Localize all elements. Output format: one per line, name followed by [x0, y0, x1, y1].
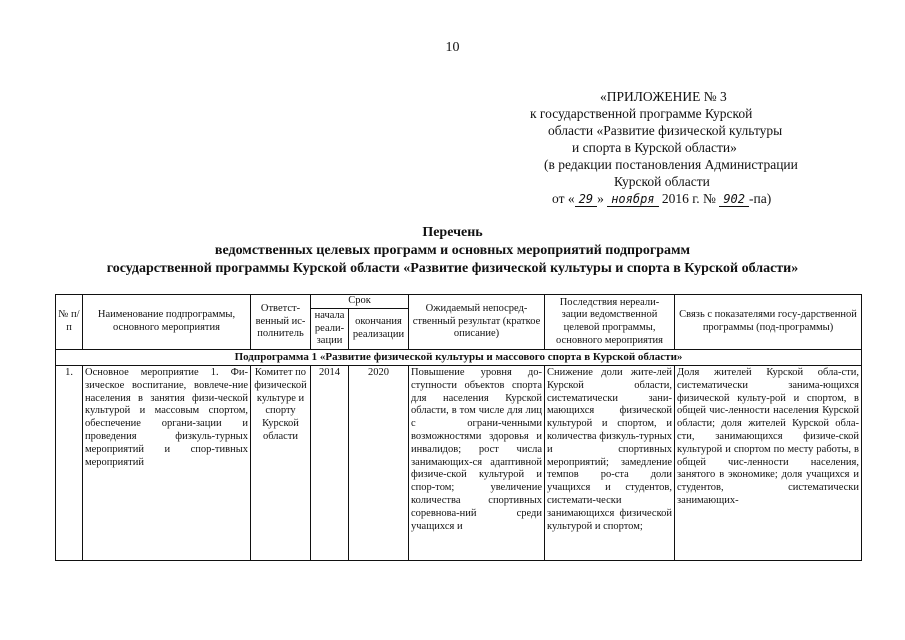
row-expected: Повышение уровня до-ступности объектов спорта для населения Курской области, в том числе для лиц с ограни-ченными возможностями здоровья и инвалидов; рост числа занимающих-ся адаптивной физиче-ской культурой и спор-том; увеличение количества спортивных соревнова-ний среди учащихся и [409, 365, 545, 560]
header-link: Связь с показателями госу-дарственной программы (под-программы) [675, 295, 862, 350]
appendix-line: к государственной программе Курской [530, 106, 753, 121]
header-name: Наименование подпрограммы, основного мероприятия [83, 295, 251, 350]
row-responsible: Комитет по физической культуре и спорту Курской области [251, 365, 311, 560]
document-title [0, 224, 905, 278]
appendix-line: Курской области [614, 174, 710, 189]
row-num: 1. [56, 365, 83, 560]
table-row [56, 365, 862, 560]
title-line: Перечень [422, 225, 483, 240]
date-number: 902 [719, 192, 749, 207]
programs-table [55, 294, 862, 561]
appendix-line: и спорта в Курской области» [572, 140, 737, 155]
appendix-line: области «Развитие физической культуры [548, 123, 783, 138]
title-line: ведомственных целевых программ и основных мероприятий подпрограмм [214, 243, 691, 258]
date-year: 2016 г. № [661, 191, 716, 206]
header-num: № п/п [56, 295, 83, 350]
header-responsible: Ответст-венный ис-полнитель [251, 295, 311, 350]
date-day: 29 [575, 192, 597, 207]
header-end: окончания реализации [349, 308, 409, 349]
header-row [56, 295, 862, 309]
row-name: Основное мероприятие 1. Фи-зическое воспитание, вовлече-ние населения в занятия физи-ческой культурой и массовым спортом, обеспечение органи-зации и проведения физкуль-турных мероприятий и спор-тивных мероприятий [83, 365, 251, 560]
header-start: начала реали-зации [311, 308, 349, 349]
header-term: Срок [311, 295, 409, 309]
header-consequences: Последствия нереали-зации ведомственной целевой программы, основного мероприятия [545, 295, 675, 350]
title-line: государственной программы Курской области «Развитие физической культуры и спорта в Курской области» [106, 261, 799, 276]
date-suffix: -па) [749, 191, 772, 206]
header-expected: Ожидаемый непосред-ственный результат (краткое описание) [409, 295, 545, 350]
appendix-line: (в редакции постановления Администрации [544, 157, 798, 172]
appendix-title: «ПРИЛОЖЕНИЕ № 3 [600, 89, 727, 104]
page-number: 10 [445, 40, 460, 55]
row-start: 2014 [311, 365, 349, 560]
date-prefix: от « [552, 191, 575, 206]
appendix-block [490, 88, 890, 208]
row-end: 2020 [349, 365, 409, 560]
date-month: ноября [607, 192, 658, 207]
row-consequences: Снижение доли жите-лей Курской области, систематически зани-мающихся физической культурой и спортом, и количества физкуль-турных и спортивных мероприятий; замедление темпов ро-ста доли учащихся и студентов, системати-чески занимающихся физической культурой и спортом; [545, 365, 675, 560]
date-mid: » [597, 191, 604, 206]
subprogram-title: Подпрограмма 1 «Развитие физической культуры и массового спорта в Курской области» [56, 350, 862, 366]
appendix-date [490, 190, 890, 208]
row-link: Доля жителей Курской обла-сти, систематически занима-ющихся физической культу-рой и спортом, в общей чис-ленности населения Курской области; доля жителей Курской обла-сти, занимающихся физиче-ской культурой и спортом по месту работы, в общей чис-ленности населения, занятого в экономике; доля учащихся и студентов, систематически занимающих- [675, 365, 862, 560]
subprogram-row [56, 350, 862, 366]
